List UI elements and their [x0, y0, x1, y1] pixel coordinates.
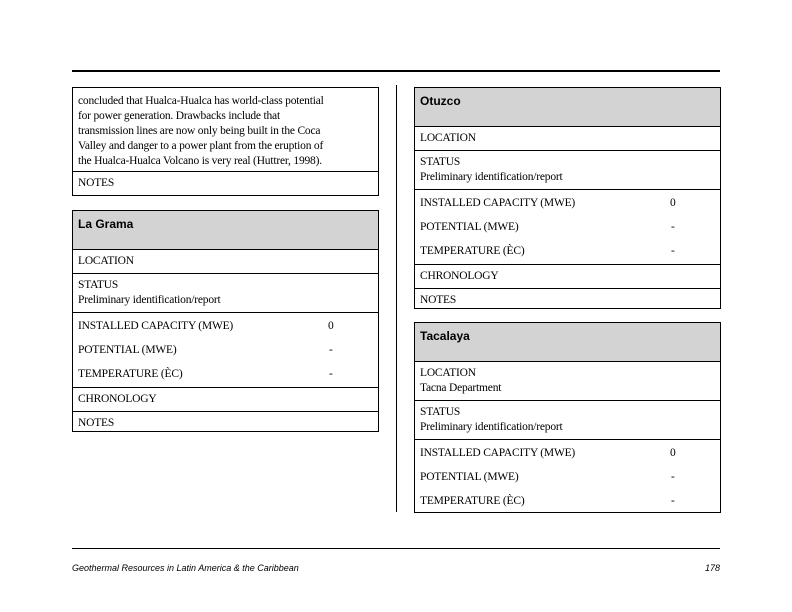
- status-section: [415, 400, 720, 439]
- status-section: [415, 150, 720, 189]
- status-value: Preliminary identification/report: [420, 171, 563, 183]
- site-title: Tacalaya: [415, 323, 720, 361]
- site-title: La Grama: [73, 211, 378, 249]
- continuation-line: transmission lines are now only being built in the Coca: [78, 125, 321, 137]
- status-label: STATUS: [420, 156, 461, 168]
- potential-row: [415, 216, 720, 240]
- notes-label: NOTES: [73, 411, 378, 435]
- tacalaya-box: [414, 322, 721, 513]
- potential-value: -: [329, 344, 333, 356]
- capacity-section: [415, 189, 720, 264]
- temperature-row: [73, 363, 378, 387]
- location-label: LOCATION: [73, 249, 378, 273]
- capacity-section: [73, 312, 378, 387]
- location-label: LOCATION: [420, 367, 476, 379]
- header-rule: [72, 70, 720, 72]
- continuation-text: [73, 88, 378, 171]
- footer-rule: [72, 548, 720, 549]
- temperature-label: TEMPERATURE (ÈC): [420, 245, 525, 257]
- potential-label: POTENTIAL (MWE): [78, 344, 177, 356]
- capacity-section: [415, 439, 720, 514]
- notes-label: NOTES: [415, 288, 720, 312]
- potential-value: -: [671, 221, 675, 233]
- status-value: Preliminary identification/report: [420, 421, 563, 433]
- notes-label: NOTES: [73, 171, 378, 195]
- temperature-value: -: [671, 245, 675, 257]
- installed-capacity-row: [415, 192, 720, 216]
- site-title: Otuzco: [415, 88, 720, 126]
- installed-capacity-label: INSTALLED CAPACITY (MWE): [420, 447, 576, 459]
- temperature-label: TEMPERATURE (ÈC): [420, 495, 525, 507]
- installed-capacity-label: INSTALLED CAPACITY (MWE): [420, 197, 576, 209]
- potential-row: [415, 466, 720, 490]
- installed-capacity-row: [415, 442, 720, 466]
- continuation-line: Valley and danger to a power plant from the eruption of: [78, 140, 324, 152]
- installed-capacity-value: 0: [670, 197, 676, 209]
- otuzco-box: [414, 87, 721, 309]
- installed-capacity-label: INSTALLED CAPACITY (MWE): [78, 320, 234, 332]
- chronology-label: CHRONOLOGY: [73, 387, 378, 411]
- installed-capacity-value: 0: [670, 447, 676, 459]
- potential-label: POTENTIAL (MWE): [420, 221, 519, 233]
- status-label: STATUS: [78, 279, 119, 291]
- location-label: LOCATION: [415, 126, 720, 150]
- continuation-line: for power generation. Drawbacks include that: [78, 110, 280, 122]
- column-divider: [396, 85, 397, 512]
- footer-title: Geothermal Resources in Latin America & the Caribbean: [72, 563, 299, 573]
- continuation-line: the Hualca-Hualca Volcano is very real (Huttrer, 1998).: [78, 155, 322, 167]
- chronology-label: CHRONOLOGY: [415, 264, 720, 288]
- location-section: [415, 361, 720, 400]
- potential-label: POTENTIAL (MWE): [420, 471, 519, 483]
- status-label: STATUS: [420, 406, 461, 418]
- status-value: Preliminary identification/report: [78, 294, 221, 306]
- temperature-label: TEMPERATURE (ÈC): [78, 368, 183, 380]
- potential-value: -: [671, 471, 675, 483]
- location-value: Tacna Department: [420, 382, 502, 394]
- hualca-continuation-box: [72, 87, 379, 196]
- installed-capacity-value: 0: [328, 320, 334, 332]
- potential-row: [73, 339, 378, 363]
- temperature-value: -: [671, 495, 675, 507]
- status-section: [73, 273, 378, 312]
- continuation-line: concluded that Hualca-Hualca has world-class potential: [78, 95, 324, 107]
- temperature-value: -: [329, 368, 333, 380]
- temperature-row: [415, 490, 720, 514]
- temperature-row: [415, 240, 720, 264]
- installed-capacity-row: [73, 315, 378, 339]
- la-grama-box: [72, 210, 379, 432]
- page-number: 178: [704, 563, 720, 573]
